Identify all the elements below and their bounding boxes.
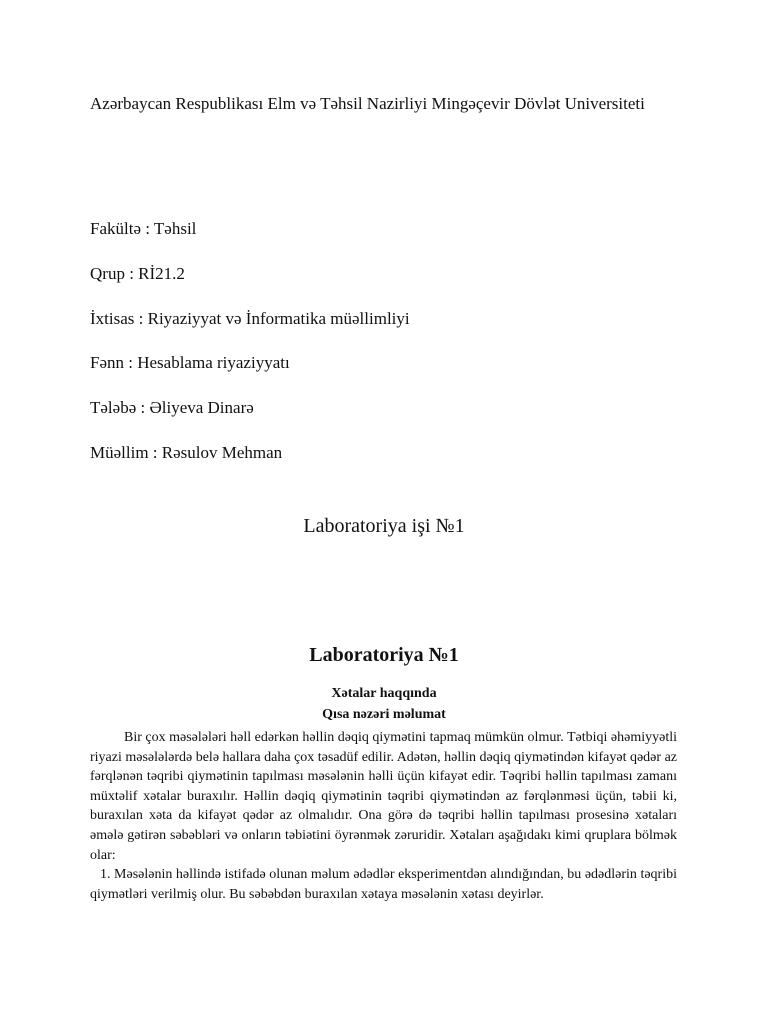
intro-paragraph: Bir çox məsələləri həll edərkən həllin dəqiq qiymətini tapmaq mümkün olmur. Tətbiqi əhəmiyyətli riyazi məsələlərdə belə hallara daha çox təsadüf edilir. Adətən, həllin dəqiq qiymətindən kifayət qədər az fərqlənən təqribi qiymətinin tapılması məsələnin həlli üçün kifayət edir. Təqribi həllin tapılması zamanı müxtəlif xətalar buraxılır. Həllin dəqiq qiymətinin təqribi qiymətindən az fərqlənməsi üçün, təbii ki, buraxılan xəta da kifayət qədər az olmalıdır. Ona görə də təqribi həllin tapılması prosesinə xətaları əmələ gətirən səbəbləri və onların təbiətini öyrənmək zəruridir. Xətaları aşağıdakı kimi qruplara bölmək olar: [90,730,677,863]
group-line: Qrup : Rİ21.2 [90,264,185,283]
student-line: Tələbə : Əliyeva Dinarə [90,398,254,417]
list-item: 1. Məsələnin həllində istifadə olunan məlum ədədlər eksperimentdən alındığından, bu ədədlərin təqribi qiymətləri verilmiş olur. Bu səbəbdən buraxılan xətaya məsələnin xətası deyirlər. [90,867,677,902]
specialty-line: İxtisas : Riyaziyyat və İnformatika müəllimliyi [90,309,410,328]
section-title: Xətalar haqqında [331,686,437,701]
university-header: Azərbaycan Respublikası Elm və Təhsil Nazirliyi Mingəçevir Dövlət Universiteti [90,94,645,113]
subject-line: Fənn : Hesablama riyaziyyatı [90,353,290,372]
section-subtitle: Qısa nəzəri məlumat [322,707,446,722]
lab-work-heading: Laboratoriya işi №1 [303,515,465,537]
body-text [90,728,677,904]
faculty-line: Fakültə : Təhsil [90,219,197,238]
lab-title: Laboratoriya №1 [309,644,459,666]
teacher-line: Müəllim : Rəsulov Mehman [90,443,283,462]
